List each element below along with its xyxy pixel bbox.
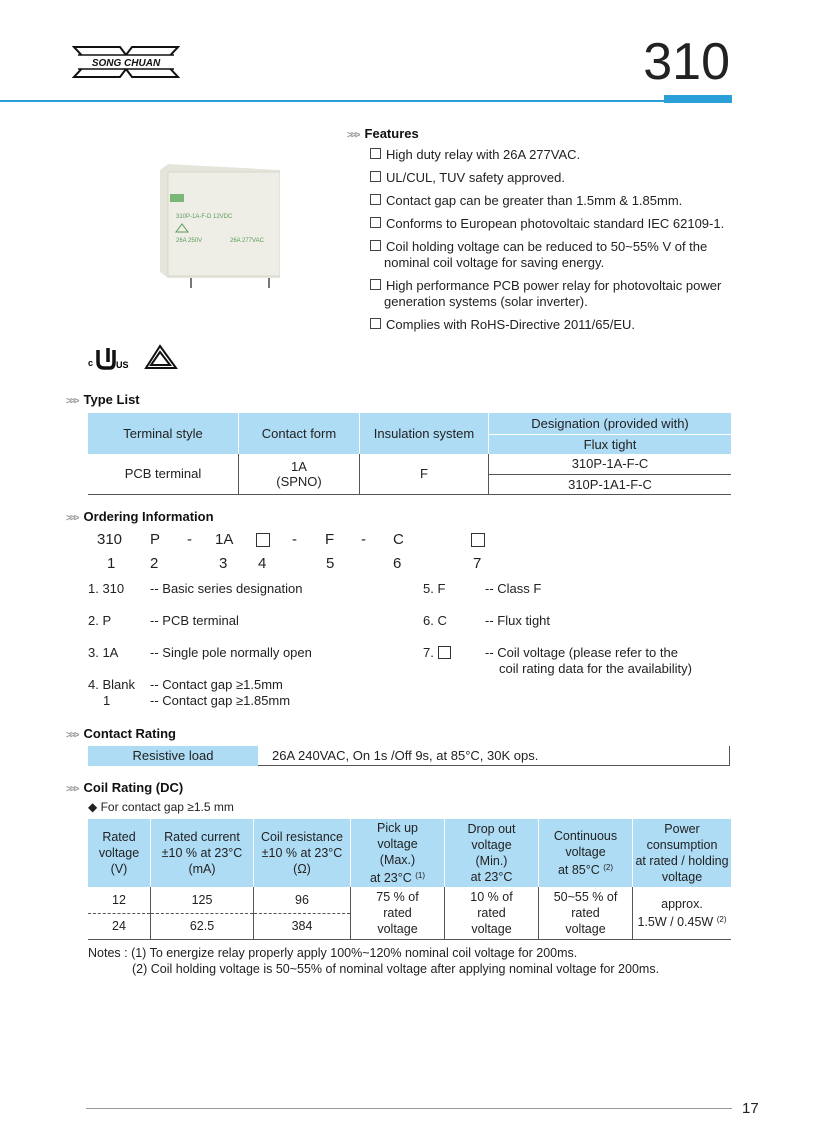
order-code-part: - (292, 531, 297, 548)
table-row: 12 125 96 75 % of rated voltage 10 % of rated voltage 50~55 % of rated voltage approx. 1.5W / 0.45W $^{(2)}$ (88, 887, 731, 913)
feature-item: Coil holding voltage can be reduced to 50~55% V of the nominal coil voltage for saving energy. (370, 239, 750, 271)
checkbox-icon (370, 148, 381, 159)
order-position-number: 2 (150, 555, 159, 572)
features-list (370, 147, 750, 340)
order-key: 2. P (88, 613, 112, 628)
order-key-box (438, 646, 451, 659)
coil-rating-heading: >>> Coil Rating (DC) (66, 780, 184, 795)
order-desc: coil rating data for the availability) (499, 661, 692, 676)
svg-text:310P-1A-F-D 12VDC: 310P-1A-F-D 12VDC (176, 214, 233, 220)
checkbox-icon (370, 171, 381, 182)
features-heading: >>> Features (347, 126, 419, 141)
chevron-icon: >>> (66, 513, 78, 524)
checkbox-icon (370, 217, 381, 228)
feature-item: Conforms to European photovoltaic standard IEC 62109-1. (370, 216, 750, 232)
order-position-number: 4 (258, 555, 267, 572)
order-key: 1. 310 (88, 581, 125, 596)
order-position-number: 5 (326, 555, 335, 572)
header-rule (0, 100, 664, 102)
order-code-part: 1A (215, 531, 234, 548)
feature-item: Contact gap can be greater than 1.5mm & 1.85mm. (370, 193, 750, 209)
order-position-number: 7 (473, 555, 482, 572)
model-number: 310 (643, 33, 730, 91)
order-key: 4. Blank (88, 677, 135, 692)
cul-us-text: US (116, 360, 129, 370)
order-code-part: 310 (97, 531, 123, 548)
chevron-icon: >>> (347, 130, 359, 141)
coil-subheading: ◆ For contact gap ≥1.5 mm (88, 800, 234, 814)
order-key: 1 (103, 693, 111, 708)
type-list-heading: >>> Type List (66, 392, 140, 407)
header-accent-bar (664, 95, 732, 103)
svg-text:26A 277VAC: 26A 277VAC (230, 238, 264, 244)
order-desc: -- PCB terminal (150, 613, 239, 628)
checkbox-icon (370, 279, 381, 290)
order-code-part: P (150, 531, 161, 548)
table-row: 24 62.5 384 (88, 913, 731, 939)
order-key: 7. (423, 645, 434, 660)
page-number: 17 (742, 1100, 759, 1117)
note-1: Notes : (1) To energize relay properly apply 100%~120% nominal coil voltage for 200ms. (88, 946, 578, 960)
svg-text:SONG CHUAN: SONG CHUAN (91, 58, 161, 69)
feature-item: High duty relay with 26A 277VAC. (370, 147, 750, 163)
tuv-triangle-icon (146, 346, 176, 368)
feature-item: High performance PCB power relay for photovoltaic power generation systems (solar inverter). (370, 278, 750, 310)
relay-photo (150, 160, 280, 290)
checkbox-icon (370, 240, 381, 251)
type-list-table: Terminal style Contact form Insulation system Designation (provided with) Flux tight PCB terminal 1A (SPNO) F 310P-1A-F-C 310P-1A1-F-C (88, 413, 731, 495)
order-desc: -- Flux tight (485, 613, 551, 628)
order-desc: -- Class F (485, 581, 542, 596)
feature-item: UL/CUL, TUV safety approved. (370, 170, 750, 186)
order-position-number: 1 (107, 555, 116, 572)
order-code-box (471, 533, 485, 547)
checkbox-icon (370, 194, 381, 205)
order-key: 5. F (423, 581, 446, 596)
order-position-number: 3 (219, 555, 228, 572)
order-key: 6. C (423, 613, 447, 628)
order-code-part: - (361, 531, 366, 548)
certification-marks (88, 344, 188, 379)
feature-item: Complies with RoHS-Directive 2011/65/EU. (370, 317, 750, 333)
order-code-part: - (187, 531, 192, 548)
contact-rating-heading: >>> Contact Rating (66, 726, 176, 741)
order-position-number: 6 (393, 555, 402, 572)
order-code-part: F (325, 531, 335, 548)
contact-rating-value: 26A 240VAC, On 1s /Off 9s, at 85°C, 30K ops. (258, 746, 730, 766)
note-2: (2) Coil holding voltage is 50~55% of nominal voltage after applying nominal voltage for 200ms. (132, 962, 660, 976)
footer-rule (86, 1108, 732, 1109)
chevron-icon: >>> (66, 730, 78, 741)
order-desc: -- Single pole normally open (150, 645, 312, 660)
chevron-icon: >>> (66, 396, 78, 407)
order-desc: -- Contact gap ≥1.5mm (150, 677, 283, 692)
chevron-icon: >>> (66, 784, 78, 795)
order-key: 3. 1A (88, 645, 119, 660)
order-code-box (256, 533, 270, 547)
ul-mark-icon (98, 350, 114, 368)
ordering-heading: >>> Ordering Information (66, 509, 214, 524)
contact-rating-label: Resistive load (88, 746, 258, 766)
company-logo (72, 45, 180, 79)
order-desc: -- Basic series designation (150, 581, 303, 596)
checkbox-icon (370, 318, 381, 329)
order-desc: -- Contact gap ≥1.85mm (150, 693, 291, 708)
order-code-part: C (393, 531, 404, 548)
order-desc: -- Coil voltage (please refer to the (485, 645, 678, 660)
coil-rating-table: Rated voltage (V) Rated current ±10 % at 23°C (mA) Coil resistance ±10 % at 23°C (Ω) Pick up voltage (Max.) at 23°C $^{(1)}$ Drop out voltage (Min.) at 23°C Continuous voltage at 85°C $^{(2)}$ Power consumption at rated / holding voltage 12 125 96 75 % of rated voltage 10 % of rated voltage 50~55 % of rated voltage approx. 1.5W / 0.45W $^{(2)}$ 24 62.5 384 (88, 819, 731, 940)
svg-text:26A 250V: 26A 250V (176, 238, 203, 244)
cul-c-text: c (88, 358, 94, 368)
